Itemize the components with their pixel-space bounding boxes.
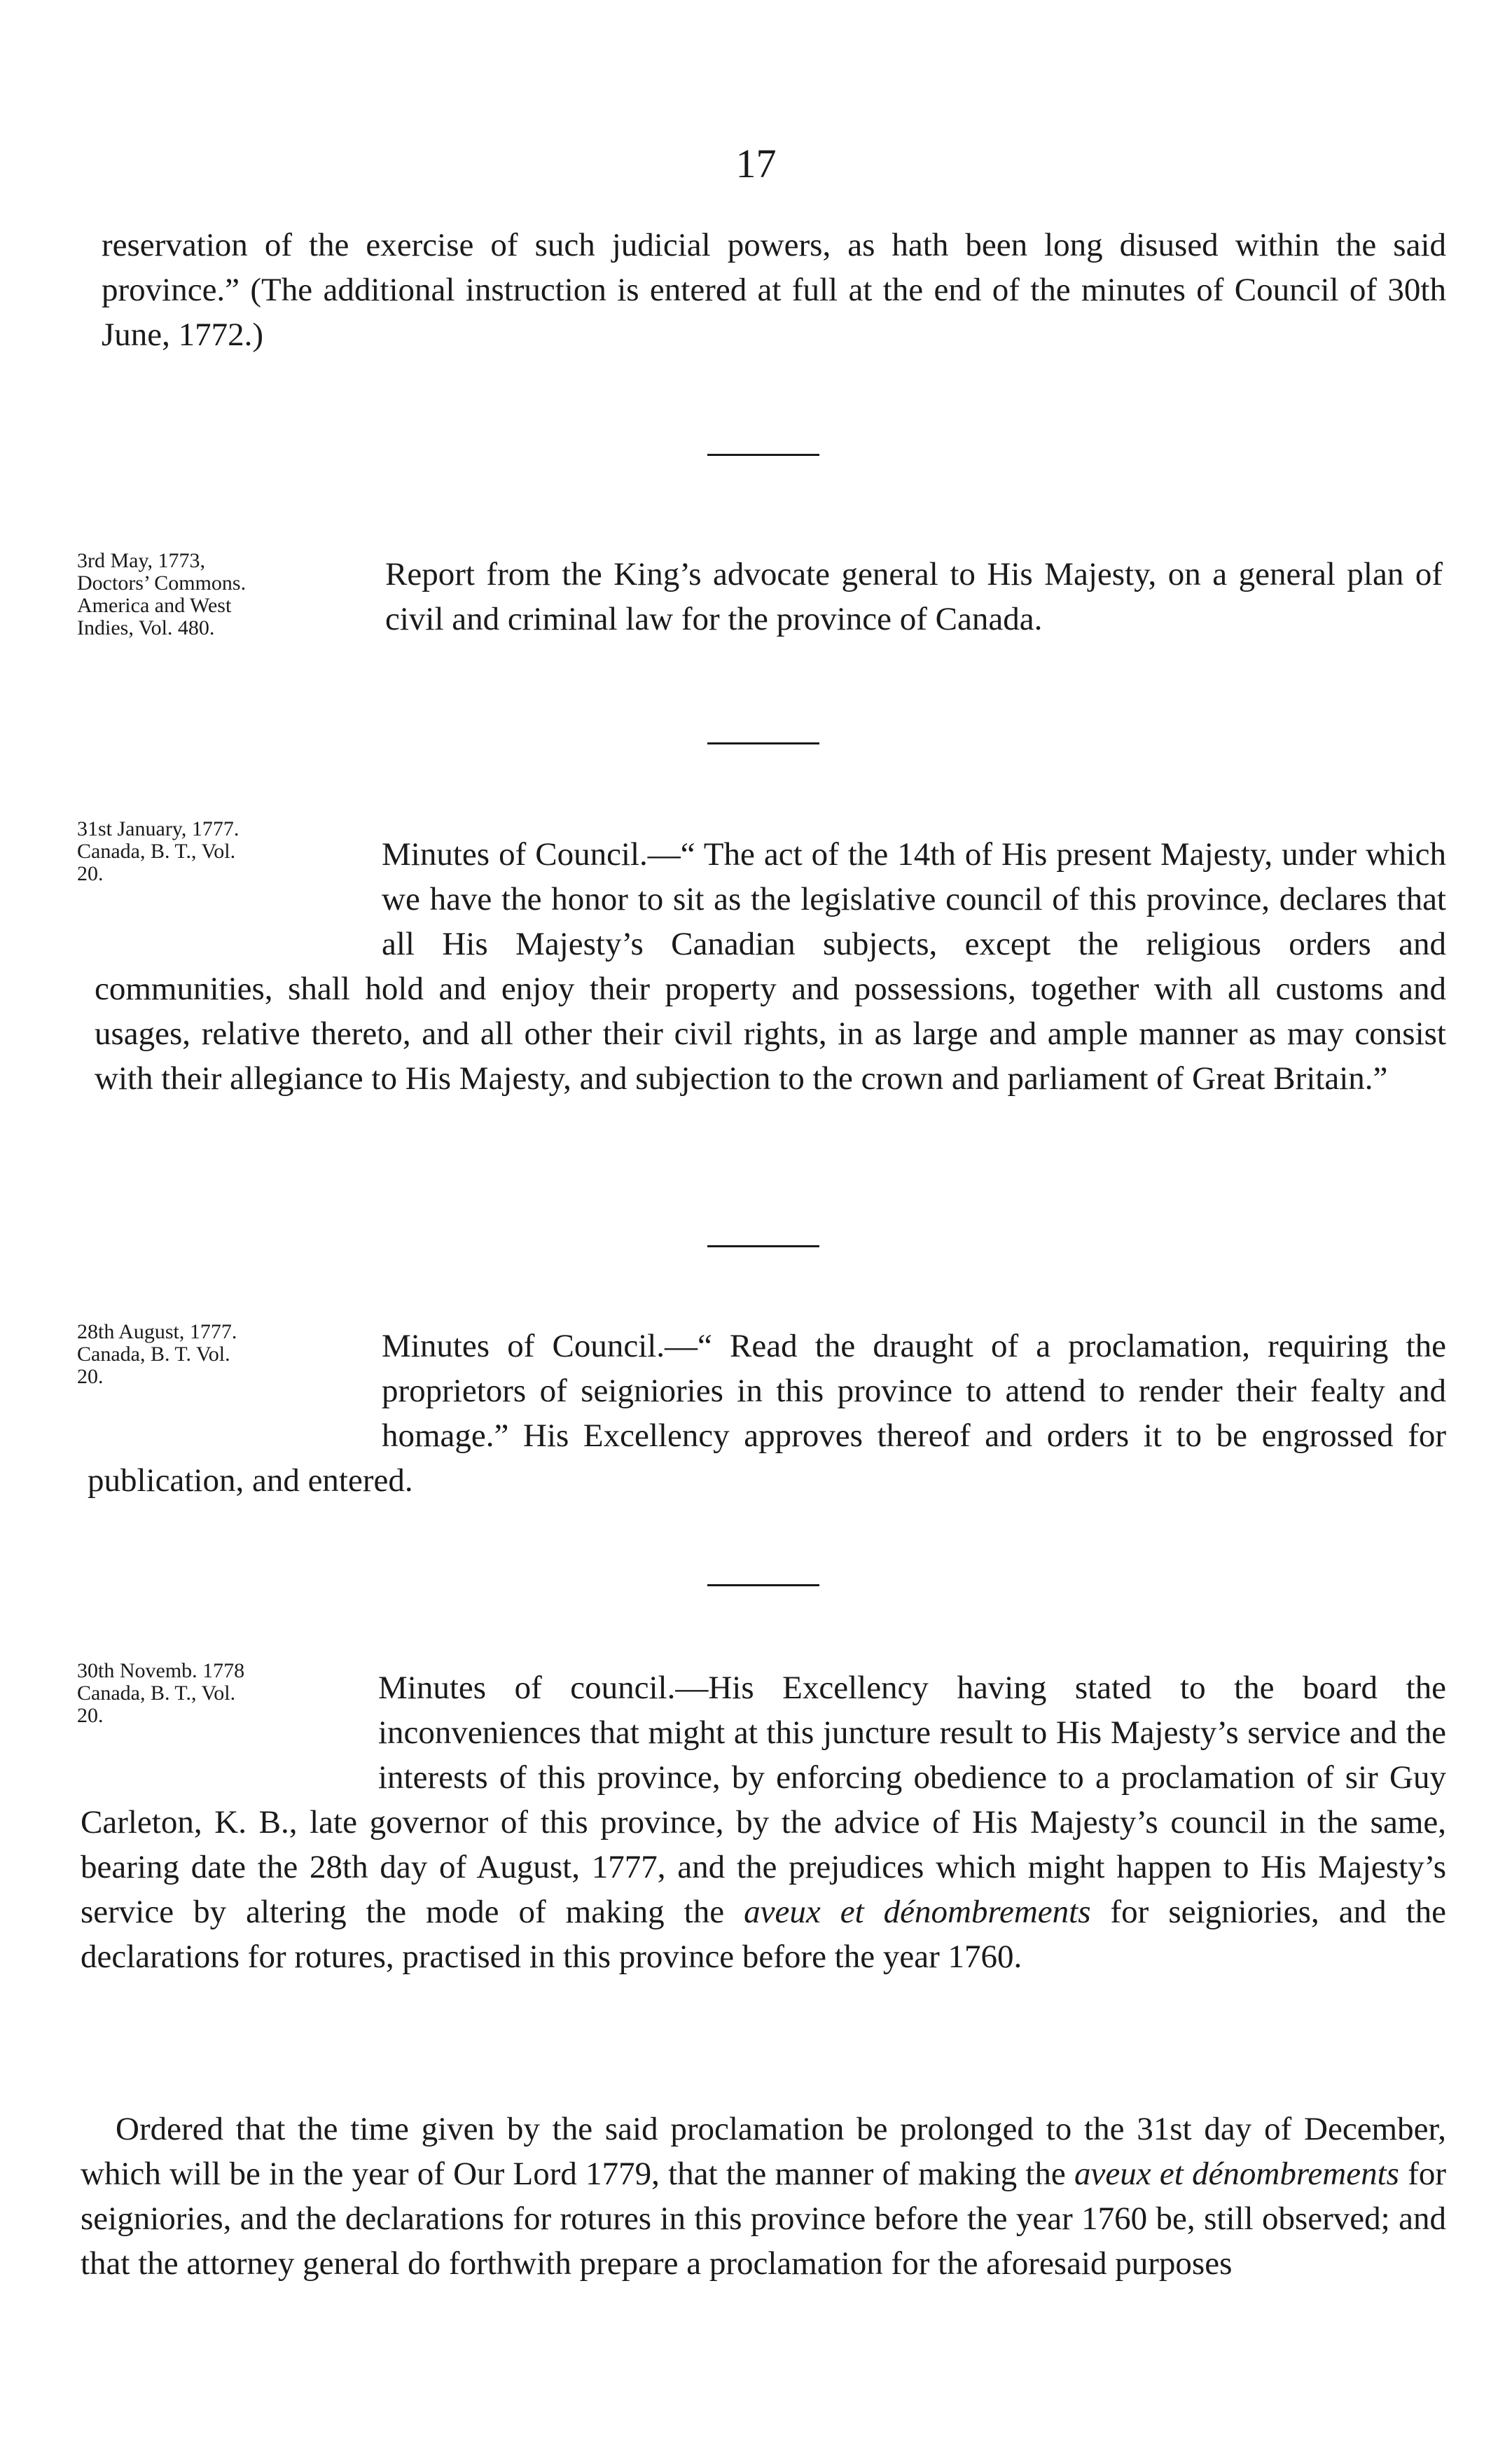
entry-body: Minutes of Council.—“ The act of the 14th of His present Majesty, under which we have the honor to sit as the legislative council of this province, declares that all His Majesty’s Canadian subjects, except the religious orders and communities, shall hold and enjoy their property and possessions, together with all customs and usages, relative thereto, and all other their civil rights, in as large and ample manner as may consist with their allegiance to His Majesty, and subjection to the crown and parliament of Great Britain.” bbox=[95, 836, 1446, 1097]
entry-3-block bbox=[88, 1324, 1446, 1503]
entry-body: Report from the King’s advocate general to His Majesty, on a general plan of civil and criminal law for the province of Canada. bbox=[385, 556, 1443, 637]
side-note-spacer bbox=[95, 832, 382, 923]
section-divider bbox=[707, 454, 819, 456]
section-divider bbox=[707, 742, 819, 744]
intro-paragraph: reservation of the exercise of such judicial powers, as hath been long disused within the said province.” (The additional instruction is entered at full at the end of the minutes of Council of 30th June, 1772.) bbox=[102, 227, 1446, 353]
ordered-paragraph bbox=[81, 2107, 1446, 2286]
ordered-block bbox=[81, 2107, 1446, 2286]
side-note: 3rd May, 1773, Doctors’ Commons. America and West Indies, Vol. 480. bbox=[77, 549, 247, 639]
ordered-text: for seigniories, and the declarations for rotures in this province before the year 1760 be, still observed; and that the attorney general do forthwith prepare a proclamation for the aforesaid purposes bbox=[81, 2156, 1447, 2282]
entry-body-text: Minutes of council.—His Excellency having stated to the board the inconveniences that might at this juncture result to His Majesty’s service and the interests of this province, by enforcing obedience to a proclamation of sir Guy Carleton, K. B., late governor of this province, by the advice of His Majesty’s council in the same, bearing date the 28th day of August, 1777, and the prejudices which might happen to His Majesty’s service by altering the mode of making the bbox=[81, 1670, 1446, 1930]
section-divider bbox=[707, 1584, 819, 1586]
side-note-spacer bbox=[81, 1665, 378, 1756]
side-note-spacer bbox=[88, 1324, 382, 1415]
section-divider bbox=[707, 1245, 819, 1247]
side-note: 30th Novemb. 1778 Canada, B. T., Vol. 20. bbox=[77, 1659, 245, 1727]
entry-body-text: for seigniories, and the declarations for rotures, practised in this province before the year 1760. bbox=[81, 1894, 1447, 1975]
entry-2-block bbox=[95, 832, 1446, 1101]
italic-term: aveux et dénombrements bbox=[744, 1894, 1091, 1930]
side-note: 28th August, 1777. Canada, B. T. Vol. 20. bbox=[77, 1320, 237, 1388]
side-note: 31st January, 1777. Canada, B. T., Vol. 20. bbox=[77, 817, 240, 885]
ordered-text: Ordered that the time given by the said proclamation be prolonged to the 31st day of December, which will be in the year of Our Lord 1779, that the manner of making the bbox=[81, 2111, 1446, 2192]
entry-body: Minutes of Council.—“ Read the draught of a proclamation, requiring the proprietors of seigniories in this province to attend to render their fealty and homage.” His Excellency approves thereof and orders it to be engrossed for publication, and entered. bbox=[88, 1328, 1446, 1499]
italic-term: aveux et dénombrements bbox=[1074, 2156, 1399, 2192]
entry-4-block bbox=[81, 1665, 1446, 1979]
page-number: 17 bbox=[735, 141, 777, 186]
